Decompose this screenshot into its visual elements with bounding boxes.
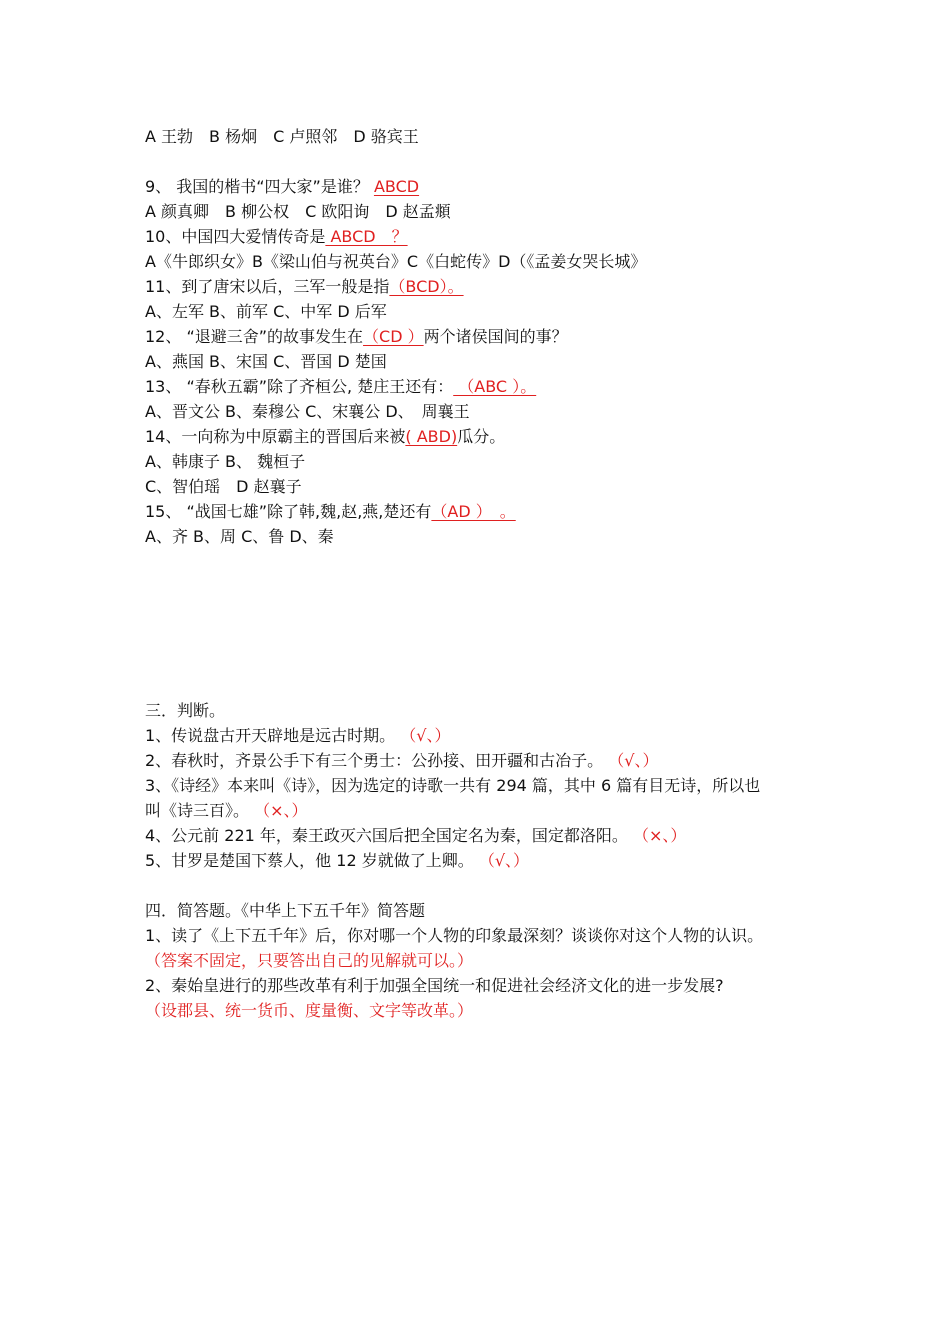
short-a2: （设郡县、统一货币、度量衡、文字等改革。） (145, 1001, 474, 1020)
judge-q5-text: 5、甘罗是楚国下蔡人，他 12 岁就做了上卿。 (145, 851, 479, 870)
q12-options: A、燕国 B、宋国 C、晋国 D 楚国 (145, 352, 387, 371)
q15-answer: （AD ） 。 (431, 502, 516, 521)
judge-q3-answer: （×、） (254, 801, 308, 820)
q11-text: 11、到了唐宋以后，三军一般是指 (145, 277, 390, 296)
q9-answer: ABCD (373, 177, 420, 196)
q15-text: 15、 “战国七雄”除了韩,魏,赵,燕,楚还有 (145, 502, 432, 521)
q10-options: A《牛郎织女》B《梁山伯与祝英台》C《白蛇传》D（《孟姜女哭长城》 (145, 252, 647, 271)
judge-q4-answer: （×、） (632, 826, 687, 845)
short-q1: 1、读了《上下五千年》后，你对哪一个人物的印象最深刻？谈谈你对这个人物的认识。 (145, 926, 764, 945)
q14-options-a: A、韩康子 B、 魏桓子 (145, 452, 306, 471)
q10-line (145, 226, 408, 248)
q12-text: 12、 “退避三舍”的故事发生在 (145, 327, 364, 346)
q15-line (145, 501, 516, 523)
judge-q1 (145, 725, 450, 747)
q9-options: A 颜真卿 B 柳公权 C 欧阳询 D 赵孟頫 (145, 202, 451, 221)
q14-line (145, 426, 505, 448)
judge-q5 (145, 850, 529, 872)
judge-q2 (145, 750, 658, 772)
short-a1: （答案不固定，只要答出自己的见解就可以。） (145, 951, 474, 970)
short-heading: 四．简答题。《中华上下五千年》简答题 (145, 901, 426, 920)
q13-line (145, 376, 536, 398)
q9-line (145, 176, 419, 198)
q13-text: 13、 “春秋五霸”除了齐桓公, 楚庄王还有： (145, 377, 454, 396)
judge-q4-text: 4、公元前 221 年，秦王政灭六国后把全国定名为秦，国定都洛阳。 (145, 826, 633, 845)
q13-options: A、晋文公 B、秦穆公 C、宋襄公 D、 周襄王 (145, 402, 470, 421)
q15-options: A、齐 B、周 C、鲁 D、秦 (145, 527, 334, 546)
q11-options: A、左军 B、前军 C、中军 D 后军 (145, 302, 387, 321)
judge-q4 (145, 825, 686, 847)
q10-text: 10、中国四大爱情传奇是 (145, 227, 326, 246)
judge-q1-answer: （√、） (400, 726, 451, 745)
q10-answer: ABCD ？ (325, 227, 408, 246)
q11-line (145, 276, 464, 298)
q14-text: 14、一向称为中原霸主的晋国后来被 (145, 427, 406, 446)
judge-heading: 三．判断。 (145, 701, 226, 720)
q11-answer: （BCD）。 (389, 277, 464, 296)
q12-tail: 两个诸侯国间的事？ (423, 327, 568, 346)
q14-options-b: C、智伯瑶 D 赵襄子 (145, 477, 302, 496)
q14-answer: ( ABD) (405, 427, 458, 446)
short-q2: 2、秦始皇进行的那些改革有利于加强全国统一和促进社会经济文化的进一步发展? (145, 976, 724, 995)
judge-q1-text: 1、传说盘古开天辟地是远古时期。 (145, 726, 401, 745)
judge-q3-line1: 3、《诗经》本来叫《诗》，因为选定的诗歌一共有 294 篇，其中 6 篇有目无诗，所以也 (145, 776, 761, 795)
q12-line (145, 326, 568, 348)
judge-q2-answer: （√、） (608, 751, 659, 770)
judge-q3-line2 (145, 800, 308, 822)
judge-q2-text: 2、春秋时，齐景公手下有三个勇士：公孙接、田开疆和古冶子。 (145, 751, 609, 770)
judge-q3-text: 叫《诗三百》。 (145, 801, 255, 820)
q12-answer: （CD ） (363, 327, 424, 346)
judge-q5-answer: （√、） (478, 851, 530, 870)
q9-text: 9、 我国的楷书“四大家”是谁？ (145, 177, 374, 196)
q8-options: A 王勃 B 杨炯 C 卢照邻 D 骆宾王 (145, 127, 419, 146)
q14-tail: 瓜分。 (457, 427, 506, 446)
q13-answer: （ABC ）。 (453, 377, 537, 396)
